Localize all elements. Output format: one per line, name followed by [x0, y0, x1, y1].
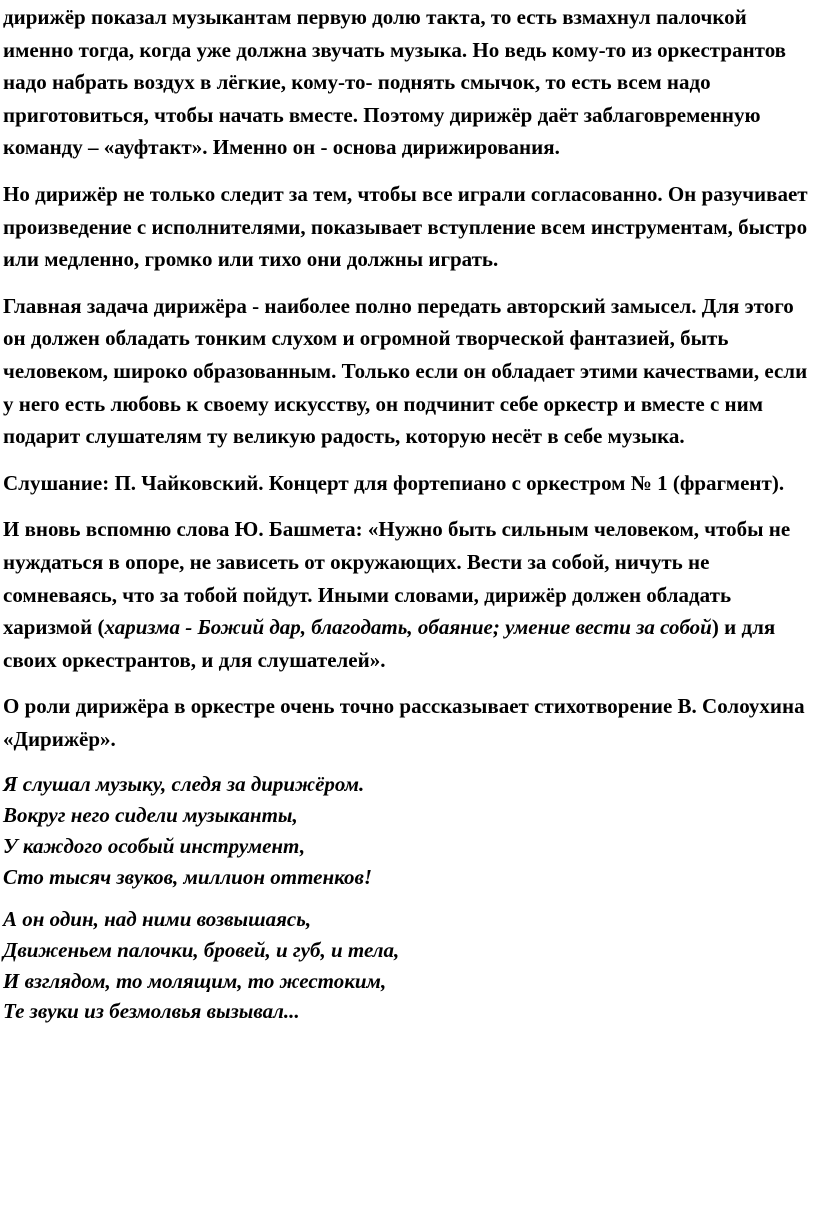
paragraph-conductor-duties: Но дирижёр не только следит за тем, чтобы все играли согласованно. Он разучивает произведение с исполнителями, показывает вступление всем инструментам, быстро или медленно, громко или тихо они должны играть. — [3, 181, 808, 272]
poem-line: И взглядом, то молящим, то жестоким, — [3, 968, 387, 993]
poem-line: У каждого особый инструмент, — [3, 833, 306, 858]
poem-line: А он один, над ними возвышаясь, — [3, 907, 312, 932]
charisma-definition: харизма - Божий дар, благодать, обаяние; умение вести за собой — [104, 615, 712, 640]
paragraph-poem-intro: О роли дирижёра в оркестре очень точно рассказывает стихотворение В. Солоухина «Дирижёр». — [3, 694, 805, 751]
poem-stanza-1 — [3, 769, 816, 892]
poem-line: Я слушал музыку, следя за дирижёром. — [3, 772, 365, 797]
paragraph-auftakt: дирижёр показал музыкантам первую долю такта, то есть взмахнул палочкой именно тогда, когда уже должна звучать музыка. Но ведь кому-то из оркестрантов надо набрать воздух в лёгкие, кому-то- поднять смычок, то есть всем надо приготовиться, чтобы начать вместе. Поэтому дирижёр даёт заблаговременную команду – «ауфтакт». Именно он - основа дирижирования. — [3, 5, 787, 160]
paragraph-listening: Слушание: П. Чайковский. Концерт для фортепиано с оркестром № 1 (фрагмент). — [3, 470, 785, 495]
poem-stanza-2 — [3, 904, 816, 1027]
paragraph-main-task: Главная задача дирижёра - наиболее полно передать авторский замысел. Для этого он должен обладать тонким слухом и огромной творческой фантазией, быть человеком, широко образованным. Только если он обладает этими качествами, если у него есть любовь к своему искусству, он подчинит себе оркестр и вместе с ним подарит слушателям ту великую радость, которую несёт в себе музыка. — [3, 293, 808, 449]
poem-line: Те звуки из безмолвья вызывал... — [3, 999, 300, 1024]
quote-text-end: ) и для своих оркестрантов, и для слушателей». — [3, 615, 776, 672]
quote-text-start: И вновь вспомню слова Ю. Башмета: «Нужно быть сильным человеком, чтобы не нуждаться в опоре, не зависеть от окружающих. Вести за собой, ничуть не сомневаясь, что за тобой пойдут. Иными словами, дирижёр должен обладать харизмой ( — [3, 517, 791, 640]
poem-line: Сто тысяч звуков, миллион оттенков! — [3, 864, 373, 889]
poem-line: Вокруг него сидели музыканты, — [3, 803, 298, 828]
poem-line: Движеньем палочки, бровей, и губ, и тела, — [3, 937, 400, 962]
paragraph-bashmet-quote — [3, 513, 816, 676]
